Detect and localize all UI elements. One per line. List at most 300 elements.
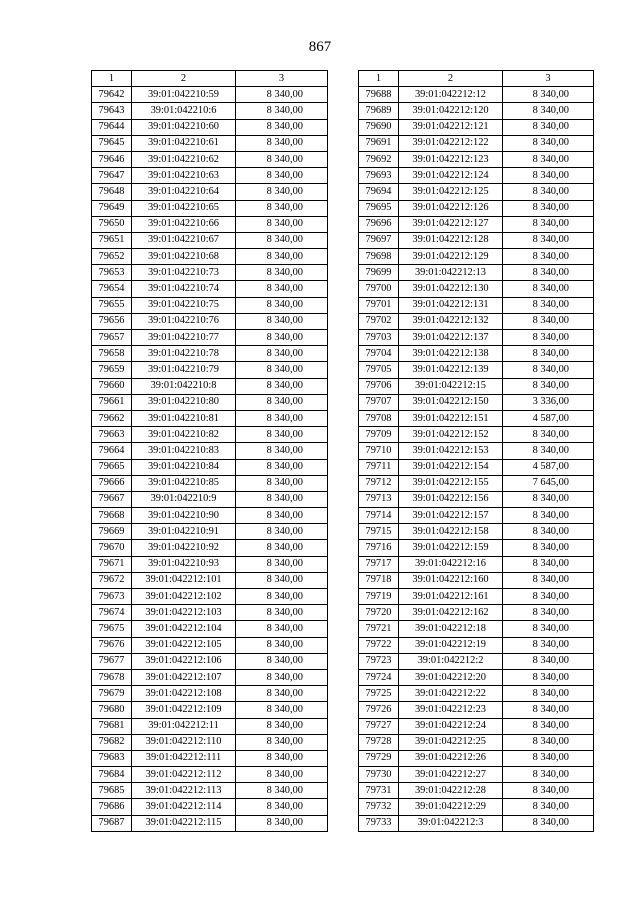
table-row — [359, 362, 594, 378]
amount-cell: 8 340,00 — [503, 508, 594, 524]
row-number-cell: 79701 — [359, 297, 399, 313]
amount-cell: 8 340,00 — [236, 103, 328, 119]
cadastral-number-cell: 39:01:042212:155 — [399, 475, 503, 491]
cadastral-number-cell: 39:01:042212:124 — [399, 168, 503, 184]
row-number-cell: 79689 — [359, 103, 399, 119]
amount-cell: 8 340,00 — [236, 767, 328, 783]
table-row — [359, 783, 594, 799]
row-number-cell: 79720 — [359, 605, 399, 621]
amount-cell: 4 587,00 — [503, 410, 594, 426]
row-number-cell: 79732 — [359, 799, 399, 815]
amount-cell: 8 340,00 — [236, 249, 328, 265]
cadastral-number-cell: 39:01:042212:3 — [399, 815, 503, 831]
cadastral-number-cell: 39:01:042212:158 — [399, 524, 503, 540]
row-number-cell: 79663 — [92, 427, 132, 443]
row-number-cell: 79721 — [359, 621, 399, 637]
table-row — [359, 734, 594, 750]
amount-cell: 8 340,00 — [503, 799, 594, 815]
row-number-cell: 79655 — [92, 297, 132, 313]
amount-cell: 8 340,00 — [236, 475, 328, 491]
amount-cell: 8 340,00 — [236, 87, 328, 103]
amount-cell: 8 340,00 — [236, 799, 328, 815]
cadastral-number-cell: 39:01:042210:79 — [132, 362, 236, 378]
table-row — [359, 297, 594, 313]
amount-cell: 8 340,00 — [503, 767, 594, 783]
cadastral-number-cell: 39:01:042210:59 — [132, 87, 236, 103]
amount-cell: 8 340,00 — [236, 459, 328, 475]
table-row — [359, 394, 594, 410]
cadastral-number-cell: 39:01:042212:125 — [399, 184, 503, 200]
amount-cell: 8 340,00 — [236, 151, 328, 167]
cadastral-number-cell: 39:01:042210:78 — [132, 346, 236, 362]
table-row — [359, 87, 594, 103]
cadastral-number-cell: 39:01:042210:84 — [132, 459, 236, 475]
cadastral-number-cell: 39:01:042212:129 — [399, 249, 503, 265]
table-row — [359, 589, 594, 605]
row-number-cell: 79658 — [92, 346, 132, 362]
header-cell-amount: 3 — [236, 71, 328, 87]
amount-cell: 8 340,00 — [503, 815, 594, 831]
amount-cell: 8 340,00 — [503, 103, 594, 119]
row-number-cell: 79688 — [359, 87, 399, 103]
row-number-cell: 79660 — [92, 378, 132, 394]
table-row — [359, 572, 594, 588]
table-row — [359, 249, 594, 265]
table-row — [92, 249, 328, 265]
cadastral-number-cell: 39:01:042212:16 — [399, 556, 503, 572]
cadastral-number-cell: 39:01:042212:13 — [399, 265, 503, 281]
cadastral-number-cell: 39:01:042210:75 — [132, 297, 236, 313]
amount-cell: 8 340,00 — [236, 750, 328, 766]
table-row — [359, 540, 594, 556]
amount-cell: 8 340,00 — [503, 621, 594, 637]
table-row — [92, 637, 328, 653]
cadastral-number-cell: 39:01:042212:20 — [399, 669, 503, 685]
amount-cell: 8 340,00 — [236, 378, 328, 394]
table-row — [92, 103, 328, 119]
cadastral-number-cell: 39:01:042212:154 — [399, 459, 503, 475]
row-number-cell: 79703 — [359, 330, 399, 346]
table-row — [92, 459, 328, 475]
table-row — [359, 491, 594, 507]
table-row — [92, 232, 328, 248]
row-number-cell: 79656 — [92, 313, 132, 329]
amount-cell: 8 340,00 — [503, 216, 594, 232]
row-number-cell: 79705 — [359, 362, 399, 378]
cadastral-number-cell: 39:01:042210:77 — [132, 330, 236, 346]
table-left-body — [92, 71, 328, 832]
row-number-cell: 79700 — [359, 281, 399, 297]
amount-cell: 8 340,00 — [503, 135, 594, 151]
amount-cell: 8 340,00 — [236, 686, 328, 702]
table-row — [359, 637, 594, 653]
row-number-cell: 79662 — [92, 410, 132, 426]
amount-cell: 8 340,00 — [236, 330, 328, 346]
cadastral-number-cell: 39:01:042212:28 — [399, 783, 503, 799]
amount-cell: 8 340,00 — [236, 734, 328, 750]
cadastral-number-cell: 39:01:042212:153 — [399, 443, 503, 459]
row-number-cell: 79729 — [359, 750, 399, 766]
cadastral-number-cell: 39:01:042210:61 — [132, 135, 236, 151]
cadastral-number-cell: 39:01:042212:101 — [132, 572, 236, 588]
table-row — [92, 265, 328, 281]
amount-cell: 8 340,00 — [503, 362, 594, 378]
cadastral-number-cell: 39:01:042210:64 — [132, 184, 236, 200]
row-number-cell: 79733 — [359, 815, 399, 831]
row-number-cell: 79644 — [92, 119, 132, 135]
row-number-cell: 79667 — [92, 491, 132, 507]
amount-cell: 8 340,00 — [236, 589, 328, 605]
row-number-cell: 79671 — [92, 556, 132, 572]
amount-cell: 8 340,00 — [503, 330, 594, 346]
amount-cell: 8 340,00 — [503, 313, 594, 329]
amount-cell: 8 340,00 — [236, 184, 328, 200]
amount-cell: 8 340,00 — [236, 232, 328, 248]
table-row — [92, 572, 328, 588]
table-row — [92, 540, 328, 556]
table-row — [359, 216, 594, 232]
table-row — [92, 394, 328, 410]
cadastral-number-cell: 39:01:042212:109 — [132, 702, 236, 718]
table-row — [359, 313, 594, 329]
cadastral-number-cell: 39:01:042212:103 — [132, 605, 236, 621]
row-number-cell: 79646 — [92, 151, 132, 167]
row-number-cell: 79674 — [92, 605, 132, 621]
row-number-cell: 79657 — [92, 330, 132, 346]
row-number-cell: 79680 — [92, 702, 132, 718]
amount-cell: 3 336,00 — [503, 394, 594, 410]
amount-cell: 8 340,00 — [503, 87, 594, 103]
cadastral-number-cell: 39:01:042212:107 — [132, 669, 236, 685]
cadastral-number-cell: 39:01:042212:120 — [399, 103, 503, 119]
amount-cell: 8 340,00 — [503, 669, 594, 685]
amount-cell: 8 340,00 — [503, 184, 594, 200]
table-row — [359, 524, 594, 540]
amount-cell: 8 340,00 — [503, 346, 594, 362]
cadastral-number-cell: 39:01:042210:74 — [132, 281, 236, 297]
cadastral-number-cell: 39:01:042212:15 — [399, 378, 503, 394]
table-row — [92, 718, 328, 734]
amount-cell: 8 340,00 — [236, 783, 328, 799]
amount-cell: 7 645,00 — [503, 475, 594, 491]
row-number-cell: 79706 — [359, 378, 399, 394]
cadastral-number-cell: 39:01:042212:19 — [399, 637, 503, 653]
row-number-cell: 79686 — [92, 799, 132, 815]
table-row — [359, 750, 594, 766]
row-number-cell: 79673 — [92, 589, 132, 605]
cadastral-number-cell: 39:01:042212:123 — [399, 151, 503, 167]
amount-cell: 8 340,00 — [503, 702, 594, 718]
amount-cell: 8 340,00 — [503, 119, 594, 135]
amount-cell: 8 340,00 — [503, 378, 594, 394]
cadastral-number-cell: 39:01:042212:162 — [399, 605, 503, 621]
cadastral-number-cell: 39:01:042210:8 — [132, 378, 236, 394]
row-number-cell: 79659 — [92, 362, 132, 378]
row-number-cell: 79722 — [359, 637, 399, 653]
cadastral-number-cell: 39:01:042210:63 — [132, 168, 236, 184]
table-row — [359, 200, 594, 216]
cadastral-number-cell: 39:01:042212:121 — [399, 119, 503, 135]
cadastral-number-cell: 39:01:042212:29 — [399, 799, 503, 815]
table-row — [359, 330, 594, 346]
table-row — [92, 686, 328, 702]
cadastral-number-cell: 39:01:042212:112 — [132, 767, 236, 783]
cadastral-number-cell: 39:01:042210:81 — [132, 410, 236, 426]
row-number-cell: 79696 — [359, 216, 399, 232]
page-number: 867 — [308, 39, 332, 55]
amount-cell: 4 587,00 — [503, 459, 594, 475]
row-number-cell: 79649 — [92, 200, 132, 216]
amount-cell: 8 340,00 — [503, 750, 594, 766]
cadastral-number-cell: 39:01:042212:110 — [132, 734, 236, 750]
table-row — [92, 87, 328, 103]
table-row — [359, 718, 594, 734]
amount-cell: 8 340,00 — [503, 556, 594, 572]
cadastral-number-cell: 39:01:042212:11 — [132, 718, 236, 734]
table-row — [359, 135, 594, 151]
table-row — [359, 508, 594, 524]
cadastral-number-cell: 39:01:042210:80 — [132, 394, 236, 410]
amount-cell: 8 340,00 — [236, 621, 328, 637]
amount-cell: 8 340,00 — [503, 572, 594, 588]
cadastral-number-cell: 39:01:042212:24 — [399, 718, 503, 734]
table-row — [92, 767, 328, 783]
cadastral-number-cell: 39:01:042212:127 — [399, 216, 503, 232]
header-cell-cadastral: 2 — [399, 71, 503, 87]
table-row — [359, 378, 594, 394]
amount-cell: 8 340,00 — [503, 524, 594, 540]
table-row — [359, 653, 594, 669]
amount-cell: 8 340,00 — [236, 572, 328, 588]
header-cell-number: 1 — [359, 71, 399, 87]
amount-cell: 8 340,00 — [236, 216, 328, 232]
amount-cell: 8 340,00 — [503, 443, 594, 459]
table-row — [92, 653, 328, 669]
cadastral-number-cell: 39:01:042212:126 — [399, 200, 503, 216]
amount-cell: 8 340,00 — [236, 524, 328, 540]
amount-cell: 8 340,00 — [503, 151, 594, 167]
table-row — [359, 767, 594, 783]
row-number-cell: 79668 — [92, 508, 132, 524]
row-number-cell: 79711 — [359, 459, 399, 475]
cadastral-number-cell: 39:01:042212:105 — [132, 637, 236, 653]
row-number-cell: 79645 — [92, 135, 132, 151]
table-row — [359, 459, 594, 475]
cadastral-number-cell: 39:01:042212:18 — [399, 621, 503, 637]
cadastral-number-cell: 39:01:042212:108 — [132, 686, 236, 702]
cadastral-number-cell: 39:01:042212:111 — [132, 750, 236, 766]
amount-cell: 8 340,00 — [503, 718, 594, 734]
table-row — [92, 815, 328, 831]
table-row — [359, 799, 594, 815]
table-row — [92, 346, 328, 362]
cadastral-number-cell: 39:01:042210:93 — [132, 556, 236, 572]
amount-cell: 8 340,00 — [236, 200, 328, 216]
table-row — [359, 686, 594, 702]
row-number-cell: 79661 — [92, 394, 132, 410]
amount-cell: 8 340,00 — [503, 281, 594, 297]
row-number-cell: 79647 — [92, 168, 132, 184]
amount-cell: 8 340,00 — [236, 297, 328, 313]
cadastral-number-cell: 39:01:042210:67 — [132, 232, 236, 248]
amount-cell: 8 340,00 — [236, 669, 328, 685]
amount-cell: 8 340,00 — [503, 540, 594, 556]
amount-cell: 8 340,00 — [503, 297, 594, 313]
amount-cell: 8 340,00 — [503, 249, 594, 265]
cadastral-number-cell: 39:01:042212:128 — [399, 232, 503, 248]
cadastral-number-cell: 39:01:042212:132 — [399, 313, 503, 329]
cadastral-number-cell: 39:01:042212:152 — [399, 427, 503, 443]
table-row — [359, 184, 594, 200]
row-number-cell: 79698 — [359, 249, 399, 265]
table-row — [92, 621, 328, 637]
table-row — [92, 362, 328, 378]
cadastral-number-cell: 39:01:042210:65 — [132, 200, 236, 216]
cadastral-number-cell: 39:01:042210:66 — [132, 216, 236, 232]
row-number-cell: 79726 — [359, 702, 399, 718]
cadastral-number-cell: 39:01:042210:62 — [132, 151, 236, 167]
row-number-cell: 79713 — [359, 491, 399, 507]
row-number-cell: 79650 — [92, 216, 132, 232]
cadastral-number-cell: 39:01:042210:82 — [132, 427, 236, 443]
header-cell-cadastral: 2 — [132, 71, 236, 87]
table-row — [359, 151, 594, 167]
cadastral-number-cell: 39:01:042210:73 — [132, 265, 236, 281]
row-number-cell: 79691 — [359, 135, 399, 151]
row-number-cell: 79677 — [92, 653, 132, 669]
amount-cell: 8 340,00 — [236, 556, 328, 572]
table-row — [359, 815, 594, 831]
row-number-cell: 79718 — [359, 572, 399, 588]
table-header-row — [92, 71, 328, 87]
cadastral-number-cell: 39:01:042212:161 — [399, 589, 503, 605]
cadastral-number-cell: 39:01:042212:104 — [132, 621, 236, 637]
table-row — [359, 346, 594, 362]
table-row — [92, 508, 328, 524]
row-number-cell: 79643 — [92, 103, 132, 119]
cadastral-number-cell: 39:01:042212:138 — [399, 346, 503, 362]
table-row — [92, 443, 328, 459]
cadastral-number-cell: 39:01:042212:12 — [399, 87, 503, 103]
table-row — [359, 119, 594, 135]
cadastral-number-cell: 39:01:042212:25 — [399, 734, 503, 750]
row-number-cell: 79679 — [92, 686, 132, 702]
row-number-cell: 79717 — [359, 556, 399, 572]
row-number-cell: 79714 — [359, 508, 399, 524]
row-number-cell: 79672 — [92, 572, 132, 588]
row-number-cell: 79687 — [92, 815, 132, 831]
table-row — [359, 281, 594, 297]
table-row — [359, 410, 594, 426]
cadastral-number-cell: 39:01:042212:102 — [132, 589, 236, 605]
amount-cell: 8 340,00 — [503, 734, 594, 750]
row-number-cell: 79653 — [92, 265, 132, 281]
row-number-cell: 79728 — [359, 734, 399, 750]
cadastral-number-cell: 39:01:042210:9 — [132, 491, 236, 507]
table-row — [92, 216, 328, 232]
header-cell-number: 1 — [92, 71, 132, 87]
cadastral-number-cell: 39:01:042210:76 — [132, 313, 236, 329]
cadastral-number-cell: 39:01:042210:85 — [132, 475, 236, 491]
row-number-cell: 79666 — [92, 475, 132, 491]
row-number-cell: 79694 — [359, 184, 399, 200]
amount-cell: 8 340,00 — [236, 637, 328, 653]
amount-cell: 8 340,00 — [503, 783, 594, 799]
amount-cell: 8 340,00 — [503, 265, 594, 281]
cadastral-number-cell: 39:01:042210:68 — [132, 249, 236, 265]
table-row — [359, 475, 594, 491]
cadastral-number-cell: 39:01:042212:114 — [132, 799, 236, 815]
row-number-cell: 79704 — [359, 346, 399, 362]
row-number-cell: 79654 — [92, 281, 132, 297]
cadastral-number-cell: 39:01:042212:22 — [399, 686, 503, 702]
amount-cell: 8 340,00 — [503, 168, 594, 184]
row-number-cell: 79665 — [92, 459, 132, 475]
cadastral-number-cell: 39:01:042212:160 — [399, 572, 503, 588]
table-row — [92, 524, 328, 540]
cadastral-number-cell: 39:01:042212:115 — [132, 815, 236, 831]
amount-cell: 8 340,00 — [236, 135, 328, 151]
row-number-cell: 79699 — [359, 265, 399, 281]
table-header-row — [359, 71, 594, 87]
row-number-cell: 79648 — [92, 184, 132, 200]
header-cell-amount: 3 — [503, 71, 594, 87]
row-number-cell: 79727 — [359, 718, 399, 734]
row-number-cell: 79730 — [359, 767, 399, 783]
row-number-cell: 79702 — [359, 313, 399, 329]
cadastral-number-cell: 39:01:042212:2 — [399, 653, 503, 669]
amount-cell: 8 340,00 — [236, 653, 328, 669]
row-number-cell: 79710 — [359, 443, 399, 459]
cadastral-number-cell: 39:01:042212:26 — [399, 750, 503, 766]
table-row — [359, 168, 594, 184]
table-row — [92, 281, 328, 297]
row-number-cell: 79719 — [359, 589, 399, 605]
cadastral-number-cell: 39:01:042210:60 — [132, 119, 236, 135]
amount-cell: 8 340,00 — [236, 491, 328, 507]
amount-cell: 8 340,00 — [503, 427, 594, 443]
row-number-cell: 79651 — [92, 232, 132, 248]
cadastral-number-cell: 39:01:042212:23 — [399, 702, 503, 718]
cadastral-number-cell: 39:01:042210:92 — [132, 540, 236, 556]
cadastral-number-cell: 39:01:042212:130 — [399, 281, 503, 297]
table-right — [358, 70, 594, 832]
cadastral-number-cell: 39:01:042210:6 — [132, 103, 236, 119]
cadastral-number-cell: 39:01:042210:91 — [132, 524, 236, 540]
table-row — [92, 750, 328, 766]
table-row — [359, 621, 594, 637]
table-row — [92, 702, 328, 718]
table-row — [92, 313, 328, 329]
amount-cell: 8 340,00 — [503, 686, 594, 702]
cadastral-number-cell: 39:01:042212:151 — [399, 410, 503, 426]
row-number-cell: 79678 — [92, 669, 132, 685]
amount-cell: 8 340,00 — [236, 605, 328, 621]
row-number-cell: 79715 — [359, 524, 399, 540]
cadastral-number-cell: 39:01:042212:113 — [132, 783, 236, 799]
table-row — [92, 783, 328, 799]
amount-cell: 8 340,00 — [236, 119, 328, 135]
row-number-cell: 79731 — [359, 783, 399, 799]
row-number-cell: 79712 — [359, 475, 399, 491]
table-right-body — [359, 71, 594, 832]
row-number-cell: 79724 — [359, 669, 399, 685]
table-row — [359, 427, 594, 443]
row-number-cell: 79697 — [359, 232, 399, 248]
amount-cell: 8 340,00 — [236, 540, 328, 556]
table-row — [92, 200, 328, 216]
amount-cell: 8 340,00 — [236, 410, 328, 426]
